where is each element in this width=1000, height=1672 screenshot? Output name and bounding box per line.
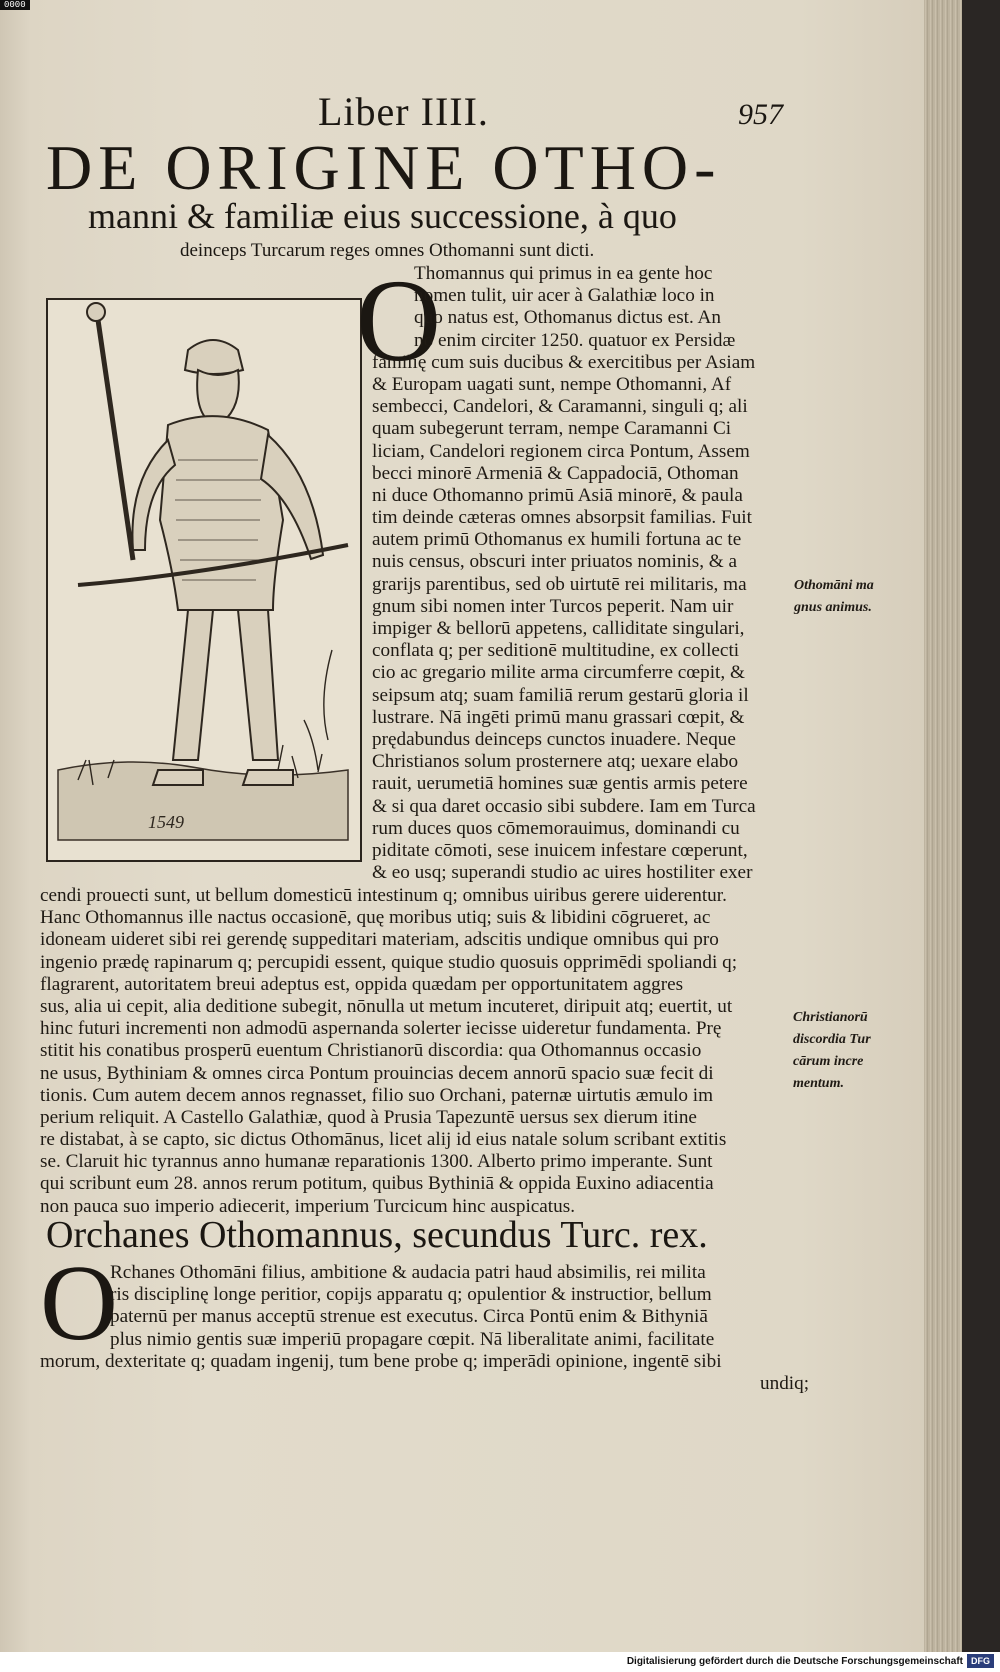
margin-note-line: Christianorū [793,1010,868,1025]
text-line: piditate cōmoti, sese inuicem infestare cœperunt, [372,839,748,861]
text-line: prędabundus deinceps cunctos inuadere. Neque [372,728,736,750]
text-line: morum, dexteritate q; quadam ingenij, tum bene probe q; imperādi opinione, ingentē sibi [40,1350,722,1372]
text-line: flagrarent, autoritatem breui adeptus est, oppida quædam per opportunitatem aggres [40,973,684,995]
text-line: liciam, Candelori regionem circa Pontum, Assem [372,440,750,462]
margin-note-line: cārum incre [793,1054,864,1069]
text-line: conflata q; per seditionē multitudine, ex collecti [372,640,740,662]
text-line: perium reliquit. A Castello Galathiæ, quod à Prusia Tapezuntē uersus sex dierum itine [40,1106,697,1128]
corner-label: 0000 [0,0,30,10]
margin-note-line: gnus animus. [794,600,872,615]
dropcap-section-1: O [356,255,442,386]
text-line: ne usus, Bythiniam & omnes circa Pontum prouincias decem annorū spacio suæ fecit di [40,1062,714,1084]
text-line: Rchanes Othomāni filius, ambitione & audacia patri haud absimilis, rei milita [110,1262,706,1283]
text-line: impiger & bellorū appetens, calliditate singulari, [372,618,745,639]
figure-caption: 1549 [148,812,184,832]
text-line: re distabat, à se capto, sic dictus Othomānus, licet alij id eius natale solum scribant extitis [40,1129,727,1151]
text-line: ingenio prædę rapinarum q; percupidi essent, quique studio quosuis opprimēdi spoliandi q; [40,951,738,973]
text-line: se. Claruit hic tyrannus anno humanæ reparationis 1300. Alberto primo imperante. Sunt [40,1151,713,1173]
text-line: & eo usq; superandi studio ac uires hostiliter exer [372,862,753,884]
margin-note-1 [794,575,874,619]
page-number: 957 [738,98,783,131]
text-line: rauit, uerumetiā homines suæ gentis armis petere [372,773,748,795]
text-line: & Europam uagati sunt, nempe Othomanni, Af [372,373,732,395]
text-line: cendi prouecti sunt, ut bellum domesticū intestinum q; omnibus uiribus gerere uiderentur. [40,885,727,906]
text-line: autem primū Othomanus ex humili fortuna ac te [372,529,742,551]
title-line-3: deinceps Turcarum reges omnes Othomanni sunt dicti. [180,240,595,261]
text-line: paternū per manus acceptū strenue est executus. Circa Pontū enim & Bithyniā [110,1306,708,1328]
margin-note-2 [793,1007,871,1095]
warrior-woodcut [48,300,360,860]
woodcut-illustration [46,298,362,862]
dfg-logo: DFG [967,1654,994,1668]
text-line: Thomannus qui primus in ea gente hoc [414,263,713,284]
page-edge [924,0,962,1652]
section-1-full-width [40,885,737,1218]
text-line: & si qua daret occasio sibi subdere. Iam em Turca [372,795,756,817]
text-line: tionis. Cum autem decem annos regnasset, filio suo Orchani, paternæ uirtutis æmulo im [40,1084,714,1106]
section-2-heading: Orchanes Othomannus, secundus Turc. rex. [46,1214,708,1256]
text-line: familię cum suis ducibus & exercitibus per Asiam [372,351,756,373]
text-line: nomen tulit, uir acer à Galathiæ loco in [414,285,715,307]
text-line: Hanc Othomannus ille nactus occasionē, quę moribus utiq; suis & libidini cōgrueret, ac [40,907,711,929]
margin-note-line: mentum. [793,1076,844,1091]
catchword: undiq; [760,1372,810,1394]
text-line: becci minorē Armeniā & Cappadociā, Othoman [372,462,739,484]
text-line: sembecci, Candelori, & Caramanni, singuli q; ali [372,396,748,418]
running-header: Liber IIII. [318,89,489,134]
margin-note-line: Othomāni ma [794,578,874,593]
text-line: Christianos solum prosternere atq; uexare elabo [372,751,739,773]
text-line: seipsum atq; suam familiā rerum gestarū gloria il [372,684,749,706]
text-line: hinc futuri incrementi non admodū aspernanda solerter iecisse uideretur fundamenta. Prę [40,1018,722,1040]
title-line-1: DE ORIGINE OTHO- [46,132,722,203]
text-line: quo natus est, Othomanus dictus est. An [414,307,721,329]
digitization-footer [0,1652,1000,1672]
text-line: quam subegerunt terram, nempe Caramanni Ci [372,418,732,440]
text-line: rum duces quos cōmemorauimus, dominandi cu [372,817,740,839]
text-line: ris disciplinę longe peritior, copijs apparatu q; opulentior & instructior, bellum [110,1284,712,1306]
margin-note-line: discordia Tur [793,1032,871,1047]
footer-text: Digitalisierung gefördert durch die Deutsche Forschungsgemeinschaft [626,1656,963,1667]
text-line: non pauca suo imperio adiecerit, imperium Turcicum hinc auspicatus. [40,1195,575,1217]
text-line: stitit his conatibus prosperū euentum Christianorū discordia: qua Othomannus occasio [40,1040,702,1062]
dropcap-section-2: O [40,1244,118,1363]
text-line: idoneam uideret sibi rei gerendę suppeditari materiam, adscitis undique omnibus qui pro [40,929,719,951]
text-line: tim deinde cæteras omnes absorpsit familias. Fuit [372,507,752,529]
section-2-text [40,1262,809,1395]
text-line: plus nimio gentis suæ imperiū propagare cœpit. Nā liberalitate animi, facilitate [110,1328,715,1350]
section-1-right-column [372,263,756,884]
title-line-2: manni & familiæ eius successione, à quo [88,196,677,236]
text-line: ni duce Othomanno primū Asiā minorē, & paula [372,484,743,506]
text-line: grarijs parentibus, sed ob uirtutē rei militaris, ma [372,573,747,595]
text-line: no enim circiter 1250. quatuor ex Persidæ [414,329,736,351]
text-line: gnum sibi nomen inter Turcos peperit. Nam uir [372,595,734,617]
text-line: lustrare. Nā ingēti primū manu grassari cœpit, & [372,706,745,728]
text-line: cio ac gregario milite arma circumferre cœpit, & [372,662,745,684]
text-line: qui scribunt eum 28. annos rerum potitum, quibus Bythiniā & oppida Euxino adiacentia [40,1173,714,1195]
text-line: sus, alia ui cepit, alia deditione subegit, nōnulla ut metum incuteret, diripuit atq; euertit, ut [40,995,733,1017]
text-line: nuis census, obscuri inter priuatos nominis, & a [372,551,738,573]
